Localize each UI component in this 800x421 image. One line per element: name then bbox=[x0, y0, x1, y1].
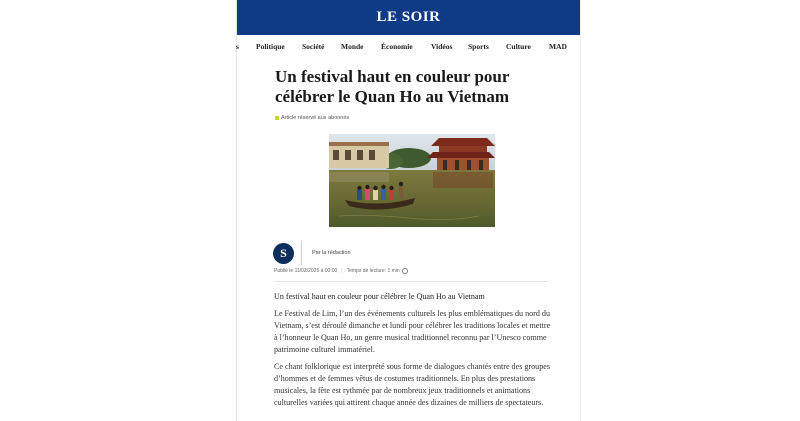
masthead bbox=[237, 0, 580, 35]
article-title: Un festival haut en couleur pour célébrer le Quan Ho au Vietnam bbox=[275, 67, 510, 106]
nav-item-economie[interactable]: Économie bbox=[381, 42, 413, 51]
author-byline[interactable]: Par la rédaction bbox=[312, 250, 351, 256]
article-paragraph: Ce chant folklorique est interprété sous forme de dialogues chantés entre des groupes d’hommes et de femmes vêtus de costumes traditionnels. En plus des prestations musicales, la fête est rythmée par de nombreux jeux traditionnels et animations culturelles variées qui attirent chaque année des dizaines de milliers de spectateurs. bbox=[274, 362, 550, 407]
author-avatar[interactable]: S bbox=[273, 243, 294, 264]
nav-item-culture[interactable]: Culture bbox=[506, 42, 531, 51]
author-block bbox=[273, 241, 351, 265]
article-meta bbox=[274, 268, 408, 274]
nav-item-societe[interactable]: Société bbox=[302, 42, 325, 51]
article-lead: Un festival haut en couleur pour célébrer le Quan Ho au Vietnam bbox=[274, 292, 485, 301]
nav-item-videos[interactable]: Vidéos bbox=[431, 42, 453, 51]
article-paragraph: Le Festival de Lim, l’un des événements culturels les plus emblématiques du nord du Vietnam, s’est déroulé dimanche et lundi pour célébrer les traditions locales et mettre à l’honneur le Quan Ho, un genre musical traditionnel reconnu par l’Unesco comme patrimoine culturel immatériel. bbox=[274, 309, 551, 354]
nav-item-politique[interactable]: Politique bbox=[256, 42, 285, 51]
nav-item-sports[interactable]: Sports bbox=[468, 42, 489, 51]
publish-date: Publié le 11/02/2025 à 00:00 bbox=[274, 268, 338, 274]
reading-time: Temps de lecture: 1 min bbox=[346, 268, 400, 274]
main-nav bbox=[237, 37, 580, 59]
nav-item-mad[interactable]: MAD bbox=[549, 42, 567, 51]
author-divider bbox=[301, 241, 302, 265]
article-hero-image bbox=[329, 134, 495, 227]
premium-label: Article réservé aux abonnés bbox=[281, 115, 350, 121]
nav-item-monde[interactable]: Monde bbox=[341, 42, 364, 51]
premium-marker-icon bbox=[275, 116, 279, 120]
divider bbox=[274, 281, 549, 282]
boat-on-pond-photo bbox=[329, 134, 495, 227]
site-logo[interactable]: LE SOIR bbox=[376, 9, 441, 25]
clock-icon bbox=[402, 268, 408, 274]
article-page bbox=[236, 0, 580, 421]
meta-separator: | bbox=[341, 268, 343, 274]
premium-badge bbox=[275, 115, 349, 121]
nav-item-partial[interactable]: s bbox=[236, 42, 239, 51]
